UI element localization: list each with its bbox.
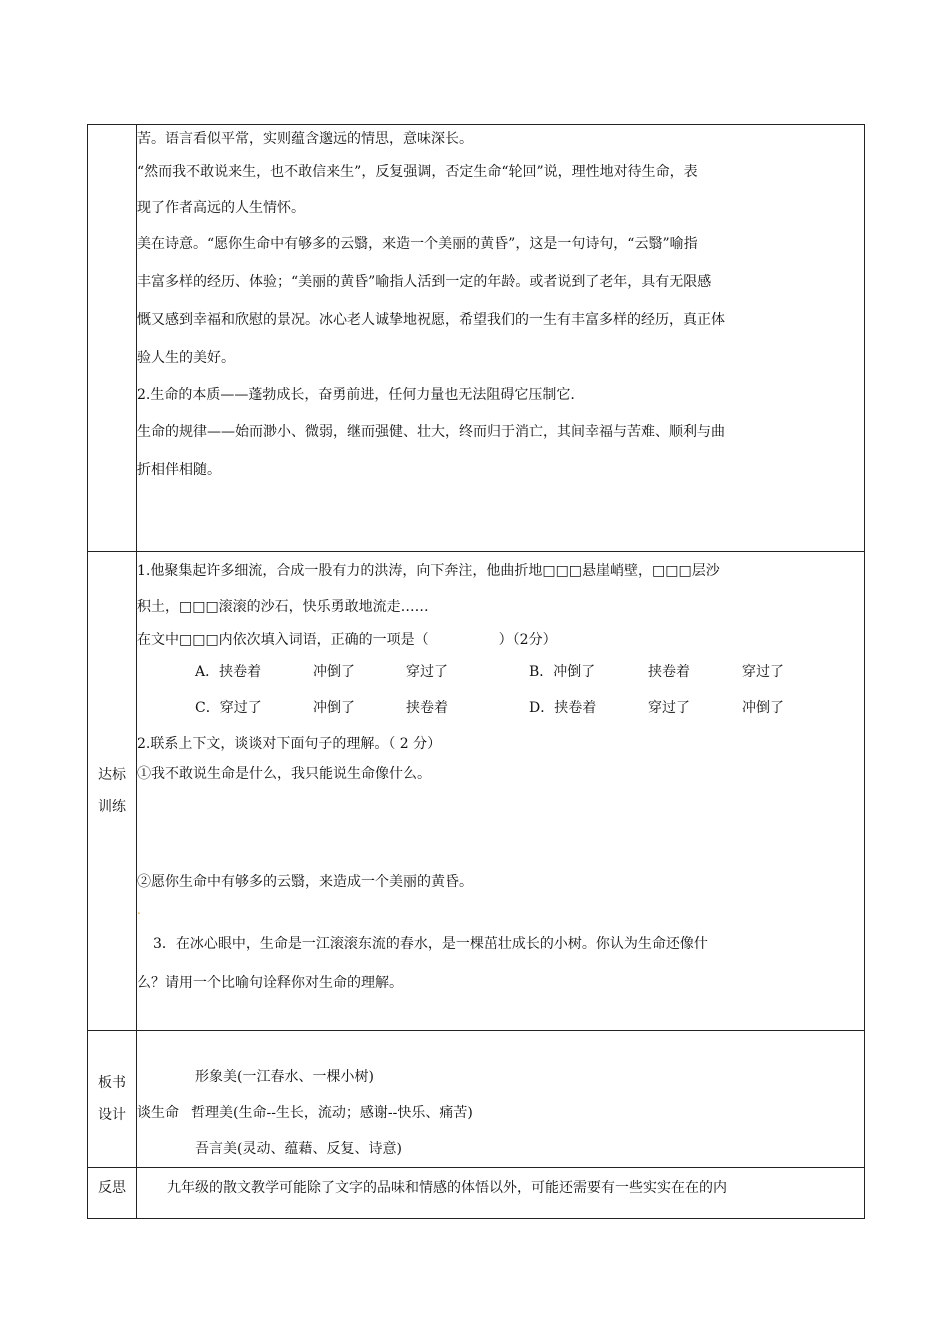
- board-line-3: 吾言美(灵动、蕴藉、反复、诗意): [195, 1141, 402, 1157]
- option-d: D．挟卷着: [529, 700, 597, 716]
- board-prefix: 谈生命: [137, 1105, 179, 1121]
- reflection-row: [88, 1168, 865, 1219]
- reflection-text: 九年级的散文教学可能除了文字的品味和情感的体悟以外，可能还需要有一些实实在在的内: [167, 1180, 727, 1196]
- option-word: 穿过了: [648, 700, 690, 716]
- content-line: 苦。语言看似平常，实则蕴含邈远的情思，意味深长。: [137, 131, 473, 147]
- question-1-prompt: 在文中□□□内依次填入词语，正确的一项是（ ）（2分）: [137, 632, 557, 648]
- reflection-cell: [137, 1168, 865, 1219]
- option-b: B．冲倒了: [529, 664, 596, 680]
- option-a: A．挟卷着: [195, 664, 262, 680]
- reflection-label-cell: [88, 1168, 137, 1219]
- label-line: 板书: [98, 1075, 126, 1091]
- option-word: 挟卷着: [648, 664, 690, 680]
- lesson-table: [87, 124, 865, 1219]
- training-cell: [137, 552, 865, 1031]
- content-line: 慨又感到幸福和欣慰的景况。冰心老人诚挚地祝愿，希望我们的一生有丰富多样的经历，真正体: [137, 312, 725, 328]
- reflection-label: 反思: [98, 1180, 126, 1196]
- options-row-2: [137, 690, 864, 726]
- content-line: 丰富多样的经历、体验；“美丽的黄昏”喻指人活到一定的年龄。或者说到了老年，具有无限感: [137, 274, 712, 290]
- content-line: 美在诗意。“愿你生命中有够多的云翳，来造一个美丽的黄昏”，这是一句诗句，“云翳”喻指: [137, 236, 698, 252]
- content-cell: [137, 125, 865, 552]
- content-line: 折相伴相随。: [137, 462, 221, 478]
- content-row: [88, 125, 865, 552]
- option-word: 穿过了: [742, 664, 784, 680]
- options-row-1: [137, 654, 864, 690]
- board-line-2-text: 哲理美(生命--生长，流动；感谢--快乐、痛苦): [191, 1105, 473, 1121]
- label-line: 训练: [98, 799, 126, 815]
- option-c: C．穿过了: [195, 700, 262, 716]
- board-line-1: 形象美(一江春水、一棵小树): [195, 1069, 374, 1085]
- content-line: “然而我不敢说来生，也不敢信来生”，反复强调，否定生命“轮回”说，理性地对待生命，表: [137, 164, 698, 180]
- option-word: 挟卷着: [406, 700, 448, 716]
- board-cell: [137, 1031, 865, 1168]
- content-line: 现了作者高远的人生情怀。: [137, 200, 305, 216]
- question-3-line: 么？请用一个比喻句诠释你对生命的理解。: [137, 975, 403, 991]
- question-1-line: 积土，□□□滚滚的沙石，快乐勇敢地流走……: [137, 599, 429, 615]
- option-word: 冲倒了: [742, 700, 784, 716]
- label-line: 达标: [98, 767, 126, 783]
- board-line-2: [137, 1095, 864, 1131]
- question-2: 2.联系上下文，谈谈对下面句子的理解。（ 2 分）: [137, 736, 442, 752]
- question-2-item-2: ②愿你生命中有够多的云翳，来造成一个美丽的黄昏。: [137, 874, 473, 890]
- training-label-cell: [88, 552, 137, 1031]
- answer-space: [137, 786, 864, 864]
- label-line: 设计: [98, 1107, 126, 1123]
- training-label: [98, 759, 126, 823]
- board-label-cell: [88, 1031, 137, 1168]
- option-word: 冲倒了: [313, 700, 355, 716]
- mark-dot: .: [137, 903, 141, 917]
- option-word: 冲倒了: [313, 664, 355, 680]
- question-2-item-1: ①我不敢说生命是什么，我只能说生命像什么。: [137, 766, 431, 782]
- empty-label-cell: [88, 125, 137, 552]
- content-line: 验人生的美好。: [137, 350, 235, 366]
- board-row: [88, 1031, 865, 1168]
- content-line: 生命的规律——始而渺小、微弱，继而强健、壮大，终而归于消亡，其间幸福与苦难、顺利与曲: [137, 424, 725, 440]
- training-row: [88, 552, 865, 1031]
- question-1-line: 1.他聚集起许多细流，合成一股有力的洪涛，向下奔注，他曲折地□□□悬崖峭壁，□□□层沙: [137, 563, 720, 579]
- board-label: [98, 1067, 126, 1131]
- content-line: 2.生命的本质——蓬勃成长，奋勇前进，任何力量也无法阻碍它压制它.: [137, 387, 575, 403]
- option-word: 穿过了: [406, 664, 448, 680]
- question-3-line: 3．在冰心眼中，生命是一江滚滚东流的春水，是一棵茁壮成长的小树。你认为生命还像什: [153, 936, 708, 952]
